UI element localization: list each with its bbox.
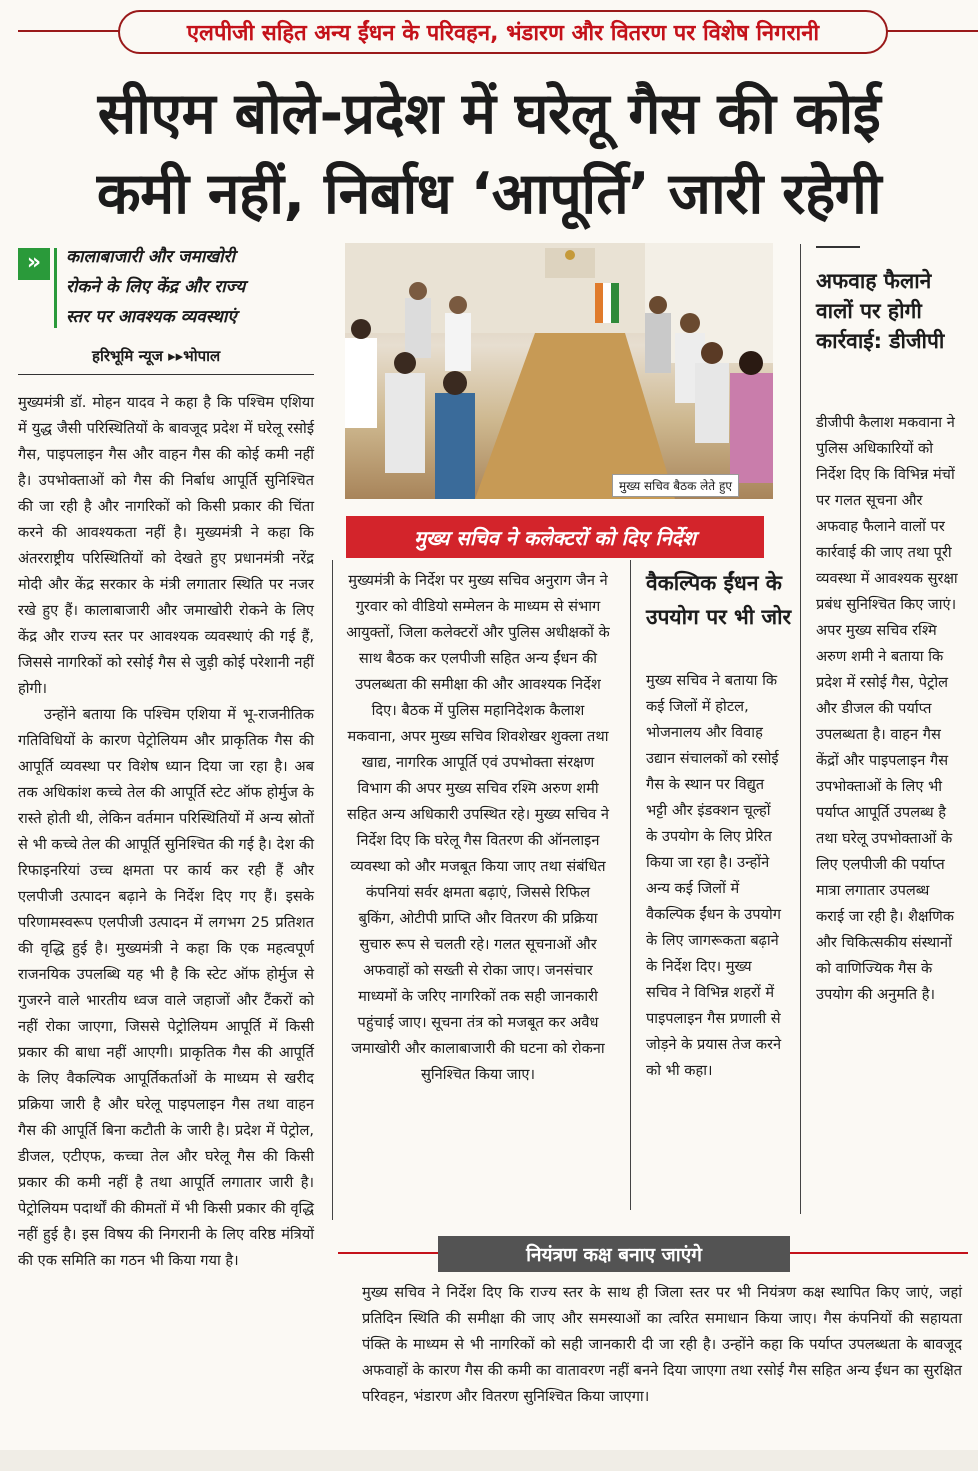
column-rule-1 bbox=[332, 560, 333, 1220]
dgp-headline: अफवाह फैलाने वालों पर होगी कार्रवाई: डीजीपी bbox=[816, 269, 945, 353]
deck-line-2: रोकने के लिए केंद्र और राज्य bbox=[66, 277, 246, 297]
main-story-para-1: मुख्यमंत्री डॉ. मोहन यादव ने कहा है कि पश्चिम एशिया में युद्ध जैसी परिस्थितियों के बावजूद प्रदेश में घरेलू रसोई गैस, पाइपलाइन गैस और वाहन गैस की कोई कमी नहीं है। उपभोक्ताओं को गैस की निर्बाध आपूर्ति सुनिश्चित की जा रही है और नागरिकों को किसी प्रकार की चिंता करने की आवश्यकता नहीं है। मुख्यमंत्री ने कहा कि अंतरराष्ट्रीय परिस्थितियों को देखते हुए प्रधानमंत्री नरेंद्र मोदी और केंद्र सरकार के मंत्री लगातार स्थिति पर नजर रखे हुए हैं। कालाबाजारी और जमाखोरी रोकने के लिए केंद्र और राज्य स्तर पर आवश्यक व्यवस्थाएं की गई हैं, जिससे नागरिकों को रसोई गैस से जुड़ी कोई परेशानी नहीं होगी। bbox=[18, 394, 314, 697]
alt-fuel-story: मुख्य सचिव ने बताया कि कई जिलों में होटल, भोजनालय और विवाह उद्यान संचालकों को रसोई गैस के स्थान पर विद्युत भट्टी और इंडक्शन चूल्हों के उपयोग के लिए प्रेरित किया जा रहा है। उन्होंने अन्य कई जिलों में वैकल्पिक ईंधन के उपयोग के लिए जागरूकता बढ़ाने के निर्देश दिए। मुख्य सचिव ने विभिन्न शहरों में पाइपलाइन गैस प्रणाली से जोड़ने के प्रयास तेज करने को भी कहा। bbox=[646, 672, 782, 1079]
photo-caption: मुख्य सचिव बैठक लेते हुए bbox=[612, 474, 739, 497]
headline-line-2: कमी नहीं, निर्बाध ‘आपूर्ति’ जारी रहेगी bbox=[96, 161, 882, 227]
bottom-strip bbox=[0, 1450, 978, 1471]
deck bbox=[66, 242, 334, 332]
double-chevron-icon: » bbox=[18, 248, 50, 280]
column-rule-2 bbox=[630, 560, 631, 1210]
dgp-arrow-rule bbox=[816, 246, 860, 248]
kicker-wrap bbox=[118, 10, 886, 52]
dgp-story: डीजीपी कैलाश मकवाना ने पुलिस अधिकारियों को निर्देश दिए कि विभिन्न मंचों पर गलत सूचना और अफवाह फैलाने वालों पर कार्रवाई की जाए तथा पूरी व्यवस्था में आवश्यक सुरक्षा प्रबंध सुनिश्चित किए जाएं। अपर मुख्य सचिव रश्मि अरुण शमी ने बताया कि प्रदेश में रसोई गैस, पेट्रोल और डीजल की पर्याप्त उपलब्धता है। वाहन गैस केंद्रों और पाइपलाइन गैस उपभोक्ताओं के लिए भी पर्याप्त आपूर्ति उपलब्ध है तथा घरेलू उपभोक्ताओं के लिए एलपीजी की पर्याप्त मात्रा लगातार उपलब्ध कराई जा रही है। शैक्षणिक और चिकित्सकीय संस्थानों को वाणिज्यिक गैस के उपयोग की अनुमति है। bbox=[816, 414, 958, 1003]
byline: हरिभूमि न्यूज ▸▸भोपाल bbox=[92, 347, 221, 365]
deck-line-1: कालाबाजारी और जमाखोरी bbox=[66, 247, 235, 267]
deck-line-3: स्तर पर आवश्यक व्यवस्थाएं bbox=[66, 307, 237, 327]
main-story-para-2: उन्होंने बताया कि पश्चिम एशिया में भू-राजनीतिक गतिविधियों के कारण पेट्रोलियम और प्राकृतिक गैस की आपूर्ति व्यवस्था पर विशेष ध्यान दिया जा रहा है। अब तक अधिकांश कच्चे तेल की आपूर्ति स्टेट ऑफ होर्मुज के रास्ते होती थी, लेकिन वर्तमान परिस्थितियों में अन्य स्रोतों से भी कच्चे तेल की आपूर्ति सुनिश्चित की गई है। देश की रिफाइनरियां उच्च क्षमता पर कार्य कर रही हैं और एलपीजी उत्पादन बढ़ाने के निर्देश दिए गए हैं। इसके परिणामस्वरूप एलपीजी उत्पादन में लगभग 25 प्रतिशत की वृद्धि हुई है। मुख्यमंत्री ने कहा कि एक महत्वपूर्ण राजनयिक उपलब्धि यह भी है कि स्टेट ऑफ होर्मुज से गुजरने वाले भारतीय ध्वज वाले जहाजों और टैंकरों को नहीं रोका जाएगा, जिससे पेट्रोलियम आपूर्ति में किसी प्रकार की बाधा नहीं आएगी। प्राकृतिक गैस की आपूर्ति के लिए वैकल्पिक आपूर्तिकर्ताओं के माध्यम से खरीद प्रक्रिया जारी है और घरेलू पाइपलाइन गैस तथा वाहन गैस की आपूर्ति बिना कटौती के जारी है। प्रदेश में पेट्रोल, डीजल, एटीएफ, कच्चा तेल और घरेलू गैस की किसी प्रकार की कमी नहीं है तथा आपूर्ति लगातार जारी है। पेट्रोलियम पदार्थों की कीमतों में भी किसी प्रकार की वृद्धि नहीं हुई है। इस विषय की निगरानी के लिए वरिष्ठ मंत्रियों की एक समिति का गठन भी किया गया है। bbox=[18, 706, 314, 1269]
column-rule-3 bbox=[800, 244, 801, 1214]
headline bbox=[16, 74, 962, 234]
control-room-story: मुख्य सचिव ने निर्देश दिए कि राज्य स्तर के साथ ही जिला स्तर पर भी नियंत्रण कक्ष स्थापित किए जाएं, जहां प्रतिदिन स्थिति की समीक्षा की जाए और समस्याओं का त्वरित समाधान किया जाए। गैस कंपनियों की सहायता पंक्ति के माध्यम से भी नागरिकों को सही जानकारी दी जा रही है। उन्होंने कहा कि पर्याप्त उपलब्धता के बावजूद अफवाहों के कारण गैस की कमी का वातावरण नहीं बनने दिया जाएगा तथा रसोई गैस सहित अन्य ईंधन का सुरक्षित परिवहन, भंडारण और वितरण सुनिश्चित किया जाएगा। bbox=[362, 1284, 962, 1405]
headline-line-1: सीएम बोले-प्रदेश में घरेलू गैस की कोई bbox=[97, 81, 881, 147]
control-room-banner: नियंत्रण कक्ष बनाए जाएंगे bbox=[438, 1236, 790, 1272]
chief-secretary-story: मुख्यमंत्री के निर्देश पर मुख्य सचिव अनुराग जैन ने गुरवार को वीडियो सम्मेलन के माध्यम से संभाग आयुक्तों, जिला कलेक्टरों और पुलिस अधीक्षकों के साथ बैठक कर एलपीजी सहित अन्य ईंधन की उपलब्धता की समीक्षा की और आवश्यक निर्देश दिए। बैठक में पुलिस महानिदेशक कैलाश मकवाना, अपर मुख्य सचिव शिवशेखर शुक्ला तथा खाद्य, नागरिक आपूर्ति एवं उपभोक्ता संरक्षण विभाग की अपर मुख्य सचिव रश्मि अरुण शमी सहित अन्य अधिकारी उपस्थित रहे। मुख्य सचिव ने निर्देश दिए कि घरेलू गैस वितरण की ऑनलाइन व्यवस्था को और मजबूत किया जाए तथा संबंधित कंपनियां सर्वर क्षमता बढ़ाएं, जिससे रिफिल बुकिंग, ओटीपी प्राप्ति और वितरण की प्रक्रिया सुचारु रूप से चलती रहे। गलत सूचनाओं और अफवाहों को सख्ती से रोका जाए। जनसंचार माध्यमों के जरिए नागरिकों तक सही जानकारी पहुंचाई जाए। सूचना तंत्र को मजबूत कर अवैध जमाखोरी और कालाबाजारी की घटना को रोकना सुनिश्चित किया जाए। bbox=[346, 572, 610, 1083]
main-story bbox=[18, 390, 314, 1274]
alt-fuel-headline: वैकल्पिक ईंधन के उपयोग पर भी जोर bbox=[646, 571, 792, 629]
meeting-photo-illustration bbox=[345, 243, 773, 499]
byline-rule bbox=[18, 374, 314, 375]
chief-secretary-banner: मुख्य सचिव ने कलेक्टरों को दिए निर्देश bbox=[346, 516, 764, 558]
meeting-photo bbox=[345, 243, 773, 499]
kicker: एलपीजी सहित अन्य ईंधन के परिवहन, भंडारण और वितरण पर विशेष निगरानी bbox=[118, 10, 888, 54]
deck-bar bbox=[54, 248, 57, 328]
